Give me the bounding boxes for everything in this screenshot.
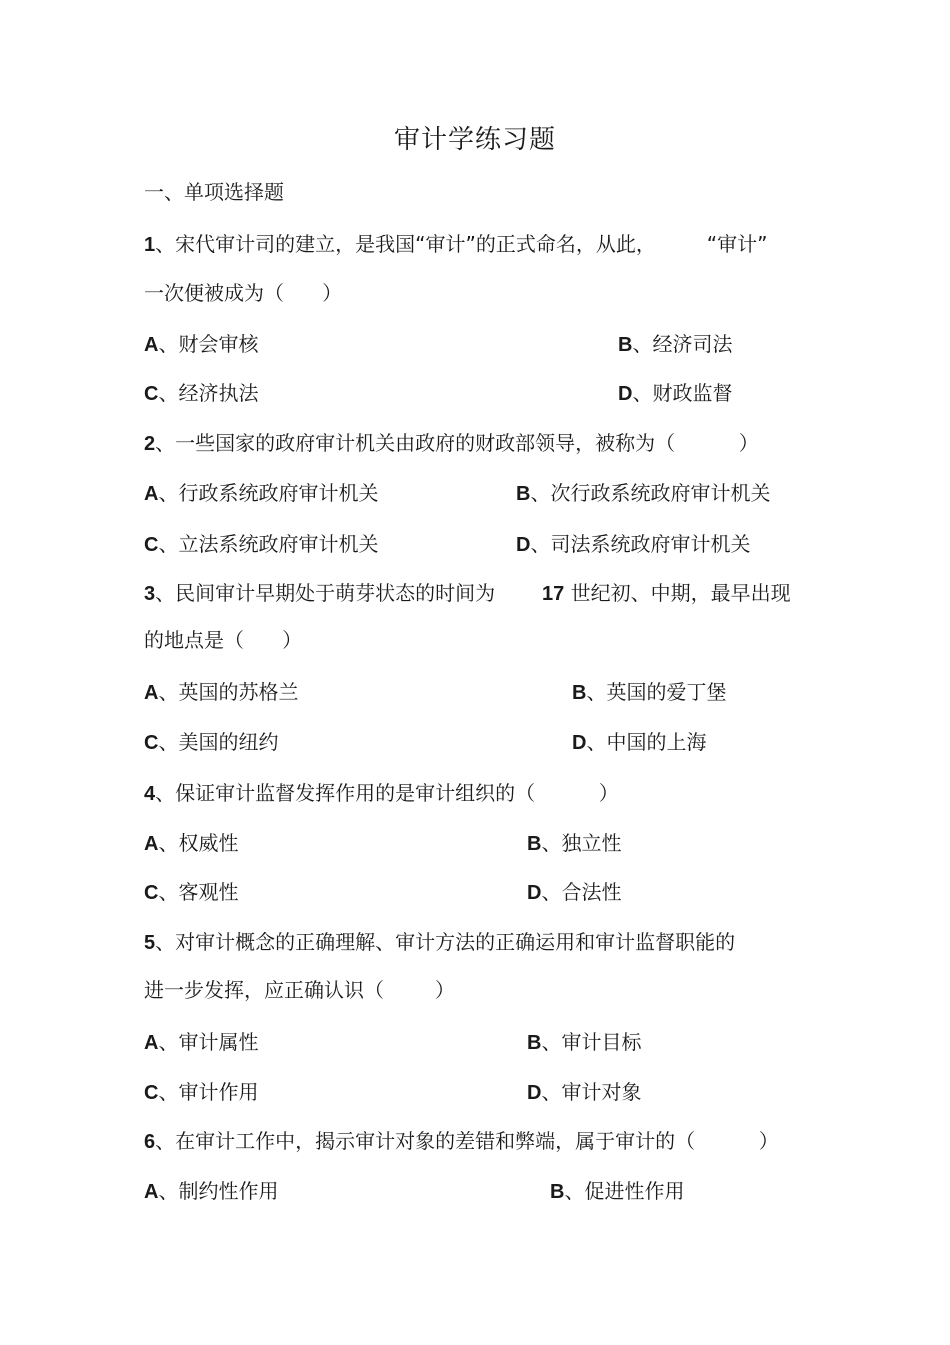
option-a	[144, 1177, 278, 1206]
option-text: 、审计对象	[541, 1080, 642, 1104]
option-d	[516, 530, 750, 559]
question-5-line-2: 进一步发挥，应正确认识（ ）	[144, 978, 455, 1002]
option-letter: A	[144, 833, 159, 855]
question-4-line-1	[144, 779, 619, 808]
option-text: 、美国的纽约	[158, 730, 279, 754]
option-text: 、财政监督	[632, 381, 733, 405]
option-d	[572, 728, 706, 757]
option-a	[144, 1028, 258, 1057]
option-letter: A	[144, 682, 159, 704]
option-letter: B	[572, 682, 587, 704]
question-number: 4	[144, 783, 156, 805]
question-1-line-2: 一次便被成为（ ）	[144, 281, 343, 305]
option-b	[572, 678, 726, 707]
option-text: 、立法系统政府审计机关	[158, 532, 379, 556]
question-number: 1	[144, 234, 156, 256]
question-text: 世纪初、中期，最早出现	[564, 581, 791, 605]
page-title: 审计学练习题	[393, 125, 556, 155]
question-text: 、对审计概念的正确理解、审计方法的正确运用和审计监督职能的	[155, 930, 736, 954]
option-letter: B	[550, 1181, 565, 1203]
option-a	[144, 479, 378, 508]
option-c	[144, 878, 238, 907]
option-letter: C	[144, 1082, 159, 1104]
question-6-line-1	[144, 1127, 779, 1156]
question-2-line-1	[144, 429, 759, 458]
option-letter: B	[516, 483, 531, 505]
option-b	[516, 479, 770, 508]
option-c	[144, 728, 278, 757]
option-letter: B	[527, 1032, 542, 1054]
option-b	[618, 330, 732, 359]
option-letter: C	[144, 882, 159, 904]
option-b	[527, 829, 621, 858]
question-number: 3	[144, 583, 156, 605]
question-text: 、一些国家的政府审计机关由政府的财政部领导，被称为（ ）	[155, 431, 759, 455]
option-letter: D	[527, 1082, 542, 1104]
option-letter: C	[144, 534, 159, 556]
question-number: 6	[144, 1131, 156, 1153]
question-number: 2	[144, 433, 156, 455]
option-letter: C	[144, 732, 159, 754]
option-text: 、中国的上海	[586, 730, 707, 754]
option-text: 、财会审核	[158, 332, 259, 356]
option-letter: A	[144, 334, 159, 356]
option-text: 、审计目标	[541, 1030, 642, 1054]
option-text: 、英国的苏格兰	[158, 680, 299, 704]
question-5-line-1	[144, 928, 735, 957]
option-text: 、促进性作用	[564, 1179, 685, 1203]
option-c	[144, 530, 378, 559]
option-b	[527, 1028, 641, 1057]
option-b	[550, 1177, 684, 1206]
option-letter: A	[144, 1181, 159, 1203]
option-d	[527, 1078, 641, 1107]
option-letter: C	[144, 383, 159, 405]
option-letter: A	[144, 1032, 159, 1054]
option-d	[618, 379, 732, 408]
option-letter: A	[144, 483, 159, 505]
question-1-line-1	[144, 230, 767, 259]
option-text: 、英国的爱丁堡	[586, 680, 727, 704]
option-text: 、行政系统政府审计机关	[158, 481, 379, 505]
option-letter: D	[618, 383, 633, 405]
question-text: 、宋代审计司的建立，是我国“审计”的正式命名，从此， “审计”	[155, 232, 768, 256]
option-letter: B	[618, 334, 633, 356]
option-text: 、司法系统政府审计机关	[530, 532, 751, 556]
question-3-line-1-continued	[542, 579, 791, 608]
question-number: 5	[144, 932, 156, 954]
option-text: 、权威性	[158, 831, 239, 855]
option-text: 、次行政系统政府审计机关	[530, 481, 771, 505]
question-3-line-1	[144, 579, 495, 608]
option-letter: D	[516, 534, 531, 556]
option-letter: B	[527, 833, 542, 855]
option-c	[144, 379, 258, 408]
question-3-line-2: 的地点是（ ）	[144, 628, 303, 652]
option-d	[527, 878, 621, 907]
century-number: 17	[542, 583, 565, 605]
option-text: 、客观性	[158, 880, 239, 904]
question-text: 、民间审计早期处于萌芽状态的时间为	[155, 581, 496, 605]
option-text: 、独立性	[541, 831, 622, 855]
option-c	[144, 1078, 258, 1107]
option-letter: D	[572, 732, 587, 754]
option-text: 、合法性	[541, 880, 622, 904]
option-text: 、经济司法	[632, 332, 733, 356]
option-text: 、审计属性	[158, 1030, 259, 1054]
option-text: 、制约性作用	[158, 1179, 279, 1203]
option-a	[144, 678, 298, 707]
option-a	[144, 330, 258, 359]
option-a	[144, 829, 238, 858]
question-text: 、保证审计监督发挥作用的是审计组织的（ ）	[155, 781, 619, 805]
option-text: 、审计作用	[158, 1080, 259, 1104]
question-text: 、在审计工作中，揭示审计对象的差错和弊端，属于审计的（ ）	[155, 1129, 779, 1153]
option-text: 、经济执法	[158, 381, 259, 405]
section-heading: 一、单项选择题	[144, 180, 284, 204]
option-letter: D	[527, 882, 542, 904]
